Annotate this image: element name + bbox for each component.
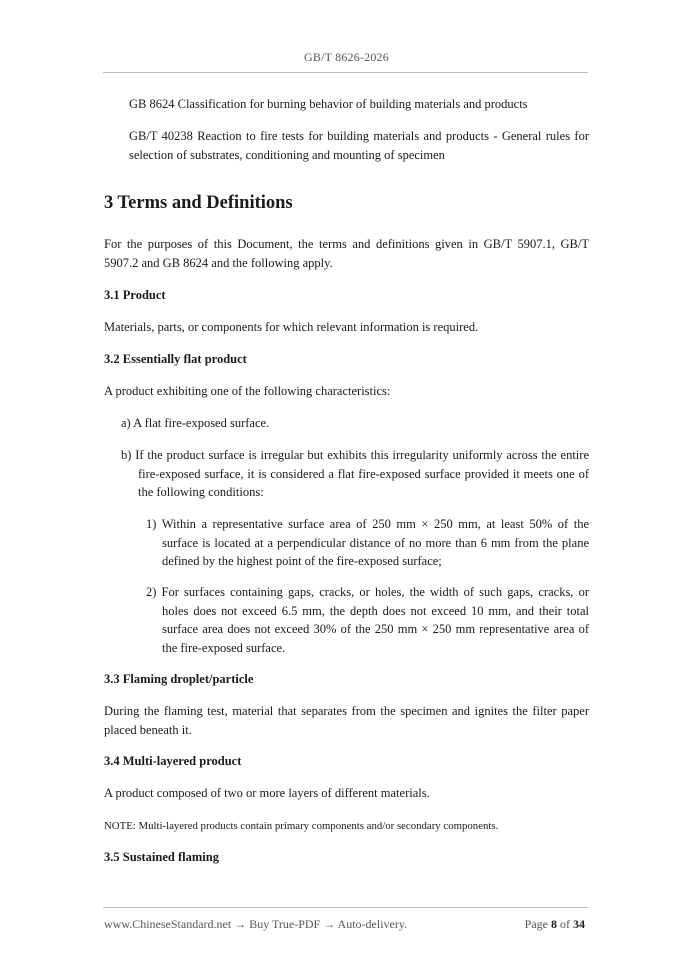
term-definition-3-1: Materials, parts, or components for which relevant information is required. <box>104 320 479 334</box>
list-item-b: b) If the product surface is irregular but exhibits this irregularity uniformly across the entire fire-exposed surface, it is considered a flat fire-exposed surface provided it meets one of the following conditions: <box>121 448 589 499</box>
page-total: 34 <box>573 917 585 931</box>
term-heading-3-4: 3.4 Multi-layered product <box>104 754 242 768</box>
reference-gbt-40238: GB/T 40238 Reaction to fire tests for building materials and products - General rules for selection of substrates, conditioning and mounting of specimen <box>129 129 589 162</box>
section-intro: For the purposes of this Document, the terms and definitions given in GB/T 5907.1, GB/T 5907.2 and GB 8624 and the following apply. <box>104 237 589 270</box>
term-heading-3-2: 3.2 Essentially flat product <box>104 352 247 366</box>
note-3-4: NOTE: Multi-layered products contain primary components and/or secondary components. <box>104 820 499 832</box>
page-number <box>525 917 585 932</box>
section-title: 3 Terms and Definitions <box>104 193 293 213</box>
page-of: of <box>560 917 570 931</box>
footer-divider <box>103 907 588 908</box>
condition-1: 1) Within a representative surface area of 250 mm × 250 mm, at least 50% of the surface is located at a perpendicular distance of no more than 6 mm from the plane defined by the highest point of the fire-exposed surface; <box>146 517 589 568</box>
condition-2: 2) For surfaces containing gaps, cracks, or holes, the width of such gaps, cracks, or holes does not exceed 6.5 mm, the depth does not exceed 10 mm, and their total surface area does not exceed 30% of the 250 mm × 250 mm representative area of the fire-exposed surface. <box>146 585 589 655</box>
term-heading-3-3: 3.3 Flaming droplet/particle <box>104 672 254 686</box>
reference-gb-8624: GB 8624 Classification for burning behavior of building materials and products <box>129 97 528 111</box>
page-header-doc-id: GB/T 8626-2026 <box>304 50 389 64</box>
term-definition-3-2: A product exhibiting one of the following characteristics: <box>104 384 391 398</box>
list-item-a: a) A flat fire-exposed surface. <box>121 416 270 430</box>
term-definition-3-4: A product composed of two or more layers of different materials. <box>104 786 430 800</box>
term-definition-3-3: During the flaming test, material that separates from the specimen and ignites the filter paper placed beneath it. <box>104 704 589 737</box>
page-current: 8 <box>551 917 557 931</box>
header-divider <box>103 72 588 73</box>
term-heading-3-5: 3.5 Sustained flaming <box>104 850 219 864</box>
term-heading-3-1: 3.1 Product <box>104 288 166 302</box>
page-prefix: Page <box>524 917 548 931</box>
footer-link[interactable]: www.ChineseStandard.net → Buy True-PDF → Auto-delivery. <box>104 917 408 931</box>
